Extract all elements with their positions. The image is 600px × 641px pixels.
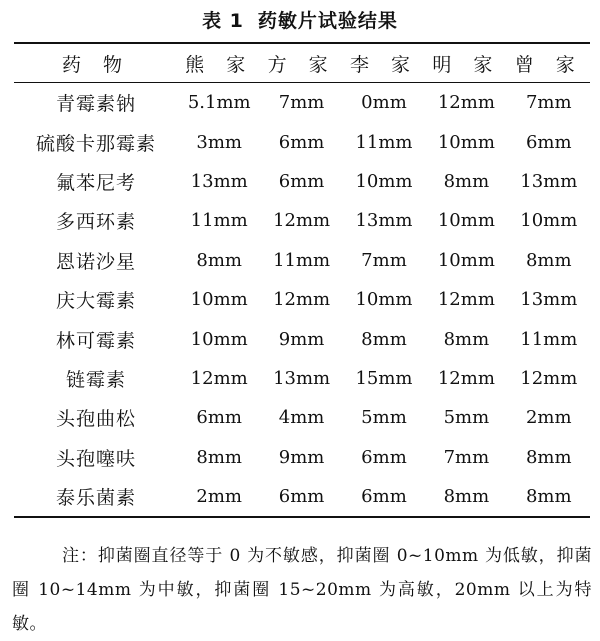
value-cell: 10mm: [437, 131, 495, 153]
value-cell: 2mm: [196, 486, 242, 508]
value-cell: 8mm: [443, 486, 490, 508]
drug-name: 氟苯尼考: [55, 171, 136, 194]
value-cell: 10mm: [190, 328, 248, 350]
value-cell: 11mm: [355, 131, 413, 153]
header-ming: 明 家: [432, 53, 501, 76]
value-cell: 10mm: [437, 249, 495, 271]
table-row: [14, 319, 590, 358]
header-drug: 药 物: [61, 53, 131, 76]
value-cell: 12mm: [437, 367, 495, 389]
value-cell: 12mm: [190, 367, 248, 389]
value-cell: 8mm: [443, 170, 490, 192]
value-cell: 7mm: [278, 92, 325, 114]
value-cell: 6mm: [196, 407, 242, 429]
value-cell: 10mm: [437, 210, 495, 232]
value-cell: 12mm: [273, 210, 331, 232]
value-cell: 6mm: [361, 486, 407, 508]
value-cell: 10mm: [520, 210, 578, 232]
table-title: 药敏片试验结果: [257, 10, 398, 32]
value-cell: 4mm: [278, 407, 325, 429]
table-row: [14, 280, 590, 319]
value-cell: 11mm: [520, 328, 578, 350]
value-cell: 8mm: [361, 328, 407, 350]
table-row: [14, 359, 590, 398]
drug-name: 头孢曲松: [55, 408, 136, 431]
drug-name: 多西环素: [55, 211, 136, 234]
value-cell: 0mm: [361, 92, 407, 114]
value-cell: 11mm: [273, 249, 331, 271]
value-cell: 6mm: [361, 446, 407, 468]
value-cell: 2mm: [525, 407, 572, 429]
value-cell: 8mm: [525, 249, 572, 271]
value-cell: 8mm: [525, 486, 572, 508]
value-cell: 12mm: [520, 367, 578, 389]
table-row: [14, 477, 590, 517]
header-fang: 方 家: [267, 53, 336, 76]
table-row: [14, 122, 590, 161]
header-li: 李 家: [349, 53, 418, 76]
drug-name: 庆大霉素: [55, 290, 136, 313]
value-cell: 10mm: [190, 289, 248, 311]
value-cell: 6mm: [278, 486, 325, 508]
value-cell: 3mm: [196, 131, 242, 153]
value-cell: 7mm: [443, 446, 490, 468]
table-body: [14, 83, 590, 518]
table-header-row: [14, 43, 590, 83]
value-cell: 5mm: [443, 407, 490, 429]
value-cell: 8mm: [196, 249, 242, 271]
drug-name: 林可霉素: [55, 329, 136, 352]
value-cell: 12mm: [273, 289, 331, 311]
value-cell: 10mm: [355, 289, 413, 311]
value-cell: 15mm: [355, 367, 413, 389]
header-xiong: 熊 家: [185, 53, 254, 76]
value-cell: 6mm: [278, 131, 325, 153]
header-zeng: 曾 家: [514, 53, 583, 76]
value-cell: 8mm: [525, 446, 572, 468]
value-cell: 10mm: [355, 170, 413, 192]
value-cell: 5.1mm: [187, 92, 251, 114]
drug-name: 青霉素钠: [55, 93, 136, 116]
value-cell: 13mm: [273, 367, 331, 389]
value-cell: 9mm: [278, 446, 325, 468]
value-cell: 13mm: [190, 170, 248, 192]
drug-name: 链霉素: [65, 368, 126, 391]
value-cell: 5mm: [361, 407, 407, 429]
value-cell: 6mm: [278, 170, 325, 192]
table-caption: [0, 6, 600, 33]
table-row: [14, 83, 590, 123]
value-cell: 12mm: [437, 92, 495, 114]
table-row: [14, 201, 590, 240]
value-cell: 9mm: [278, 328, 325, 350]
table-number: 表 1: [202, 10, 244, 32]
table-footnote: 注：抑菌圈直径等于 0 为不敏感，抑菌圈 0~10mm 为低敏，抑菌圈 10~14mm 为中敏，抑菌圈 15~20mm 为高敏，20mm 以上为特敏。: [12, 546, 592, 634]
drug-sensitivity-table: [14, 42, 590, 518]
table-row: [14, 438, 590, 477]
drug-name: 恩诺沙星: [55, 250, 136, 273]
drug-name: 头孢噻呋: [55, 447, 136, 470]
value-cell: 13mm: [520, 170, 578, 192]
value-cell: 7mm: [361, 249, 407, 271]
drug-name: 泰乐菌素: [55, 487, 136, 510]
value-cell: 12mm: [437, 289, 495, 311]
value-cell: 6mm: [525, 131, 572, 153]
table-row: [14, 162, 590, 201]
value-cell: 8mm: [196, 446, 242, 468]
value-cell: 13mm: [355, 210, 413, 232]
value-cell: 13mm: [520, 289, 578, 311]
table-row: [14, 398, 590, 437]
drug-name: 硫酸卡那霉素: [35, 132, 156, 155]
value-cell: 8mm: [443, 328, 490, 350]
value-cell: 11mm: [190, 210, 248, 232]
value-cell: 7mm: [525, 92, 572, 114]
table-row: [14, 241, 590, 280]
